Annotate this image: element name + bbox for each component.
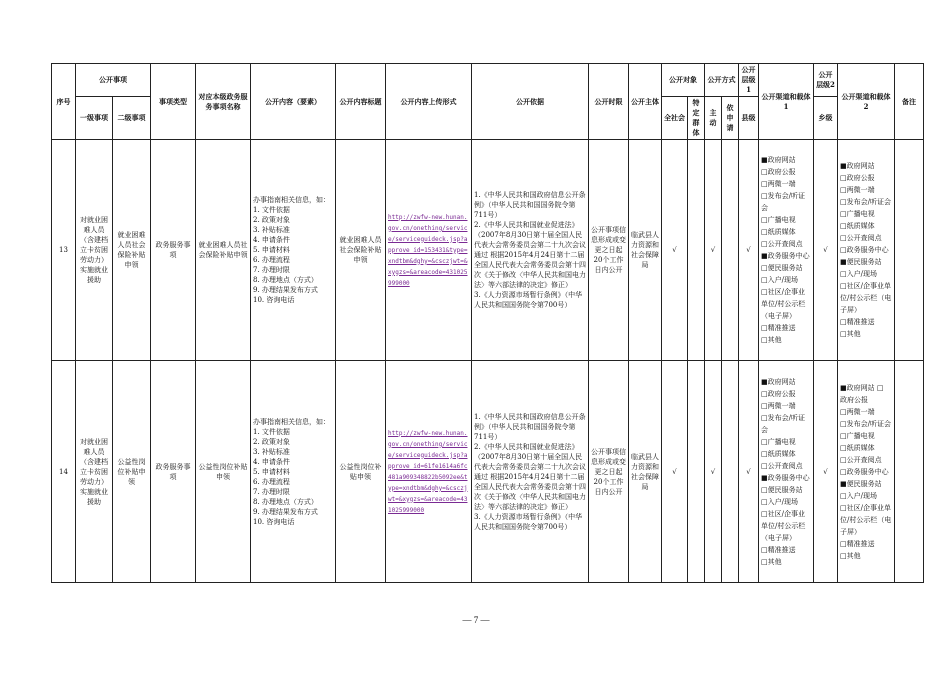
header-type: 事项类型 — [151, 64, 196, 140]
basis-item: 2.《中华人民共和国就业促进法》（2007年8月30日第十届全国人民代表大会常务委员会第二十九次会议通过 根据2015年4月24日第十二届全国人民代表大会常务委员会第十四次《关于修改〈中华人民共和国电力法〉等六部法律的决定》修正） — [474, 221, 586, 289]
basis-item: 2.《中华人民共和国就业促进法》（2007年8月30日第十届全国人民代表大会常务委员会第二十九次会议通过 根据2015年4月24日第十二届全国人民代表大会常务委员会第十四次《关于修改〈中华人民共和国电力法〉等六部法律的决定》修正） — [474, 442, 586, 511]
row-channel2 — [838, 361, 895, 583]
content-item: 8. 办理地点（方式） — [253, 276, 318, 284]
table-row — [52, 361, 924, 583]
row-remark — [895, 361, 924, 583]
row-subject: 临武县人力资源和社会保障局 — [629, 140, 662, 361]
header-subject: 公开主体 — [629, 64, 662, 140]
header-tier1-group: 公开层级1 — [739, 64, 759, 97]
channel-item: □其他 — [840, 551, 861, 560]
header-content: 公开内容（要素） — [251, 64, 336, 140]
header-tier2: 乡级 — [814, 97, 838, 140]
row-level2: 就业困难人员社会保险补贴申领 — [113, 140, 151, 361]
row-time: 公开事项信息形成或变更之日起20个工作日内公开 — [589, 361, 629, 583]
channel-item: □便民服务站 — [761, 485, 803, 494]
row-level1: 对就业困难人员（含建档立卡贫困劳动力）实施就业援助 — [76, 140, 113, 361]
row-method-active: √ — [705, 140, 722, 361]
basis-item: 3.《人力资源市场暂行条例》（中华人民共和国国务院令第700号） — [474, 291, 583, 309]
channel-item: □政务服务中心 — [840, 467, 889, 476]
page-number: — 7 — — [462, 615, 490, 625]
basis-item: 1.《中华人民共和国政府信息公开条例》（中华人民共和国国务院令第711号） — [474, 191, 586, 219]
channel-item: □公开查阅点 — [840, 234, 882, 242]
channel-item: □两微一端 — [840, 186, 875, 194]
header-basis: 公开依据 — [472, 64, 589, 140]
channel-item: □社区/企事业单位/村公示栏（电子屏） — [840, 503, 892, 536]
channel-item: □精准推送 — [840, 318, 875, 326]
table-row — [52, 140, 924, 361]
content-item: 1. 文件依据 — [253, 206, 290, 214]
row-seq: 13 — [52, 140, 76, 361]
channel-item: ■政府网站 — [761, 156, 796, 164]
row-target-all: √ — [662, 361, 688, 583]
channel-item: □社区/企事业单位/村公示栏（电子屏） — [840, 282, 892, 314]
row-channel2 — [838, 140, 895, 361]
content-item: 3. 补贴标准 — [253, 226, 290, 234]
header-remark: 备注 — [895, 64, 924, 140]
channel-item: □纸质媒体 — [761, 228, 796, 236]
channel-item: □社区/企事业单位/村公示栏（电子屏） — [761, 509, 806, 542]
header-seq: 序号 — [52, 64, 76, 140]
channel-item: □入户/现场 — [840, 270, 877, 278]
channel-item: □政府公报 — [761, 389, 796, 398]
header-time: 公开时限 — [589, 64, 629, 140]
channel-item: □发布会/听证会 — [761, 413, 805, 434]
row-basis — [472, 361, 589, 583]
channel-item: □广播电视 — [761, 216, 796, 224]
header-method-request: 依申请 — [722, 97, 739, 140]
channel-item: □纸质媒体 — [840, 443, 875, 452]
channel-item: ■政务服务中心 — [761, 473, 810, 482]
header-target-all: 全社会 — [662, 97, 688, 140]
content-item: 5. 申请材料 — [253, 246, 290, 254]
header-target-specific: 特定群体 — [688, 97, 705, 140]
content-item: 8. 办理地点（方式） — [253, 497, 318, 506]
content-intro: 办事指南相关信息，如： — [253, 196, 330, 204]
header-content-title: 公开内容标题 — [336, 64, 386, 140]
channel-item: □社区/企事业单位/村公示栏（电子屏） — [761, 288, 806, 320]
header-service: 对应本级政务服务事项名称 — [196, 64, 251, 140]
channel-item: □入户/现场 — [840, 491, 877, 500]
row-type: 政务服务事项 — [151, 140, 196, 361]
row-level2: 公益性岗位补贴申领 — [113, 361, 151, 583]
content-item: 4. 申请条件 — [253, 236, 290, 244]
row-target-specific — [688, 361, 705, 583]
upload-link[interactable]: http://zwfw-new.hunan.gov.cn/onething/service/serviceguideck.jsp?approve_id=61fe1614a6fc481a909348822b5092ee&type=xndtbm&dghy=&csczjwt=&xygzs=&areacode=431025999000 — [388, 429, 468, 514]
content-item: 9. 办理结果发布方式 — [253, 507, 318, 516]
row-tier1: √ — [739, 140, 759, 361]
content-item: 2. 政策对象 — [253, 216, 290, 224]
row-level1: 对就业困难人员（含建档立卡贫困劳动力）实施就业援助 — [76, 361, 113, 583]
channel-item: ■政府网站 — [840, 162, 875, 170]
basis-item: 3.《人力资源市场暂行条例》（中华人民共和国国务院令第700号） — [474, 512, 583, 531]
row-target-all: √ — [662, 140, 688, 361]
row-basis — [472, 140, 589, 361]
channel-item: □广播电视 — [840, 210, 875, 218]
row-target-specific — [688, 140, 705, 361]
row-service: 公益性岗位补贴申领 — [196, 361, 251, 583]
header-level1: 一级事项 — [76, 97, 113, 140]
row-method-request — [722, 140, 739, 361]
channel-item: □广播电视 — [840, 431, 875, 440]
row-channel1 — [759, 140, 814, 361]
row-tier2: √ — [814, 361, 838, 583]
channel-item: □两微一端 — [761, 180, 796, 188]
header-tier1: 县级 — [739, 97, 759, 140]
content-item: 10. 咨询电话 — [253, 296, 295, 304]
channel-item: ■政府网站 — [761, 377, 796, 386]
content-item: 2. 政策对象 — [253, 437, 290, 446]
row-tier2: √ — [814, 140, 838, 361]
header-items-group: 公开事项 — [76, 64, 151, 97]
row-remark — [895, 140, 924, 361]
row-service: 就业困难人员社会保险补贴申领 — [196, 140, 251, 361]
row-channel1 — [759, 361, 814, 583]
channel-item: □入户/现场 — [761, 497, 798, 506]
channel-item: □两微一端 — [761, 401, 796, 410]
channel-item: □其他 — [840, 330, 861, 338]
channel-item: □精准推送 — [840, 539, 875, 548]
header-channel1: 公开渠道和载体1 — [759, 64, 814, 140]
header-upload: 公开内容上传形式 — [386, 64, 472, 140]
channel-item: □政府公报 — [761, 168, 796, 176]
row-content-title: 公益性岗位补贴申领 — [336, 361, 386, 583]
header-target-group: 公开对象 — [662, 64, 705, 97]
row-content — [251, 140, 336, 361]
content-item: 5. 申请材料 — [253, 467, 290, 476]
disclosure-table — [51, 63, 924, 583]
content-item: 3. 补贴标准 — [253, 447, 290, 456]
content-item: 10. 咨询电话 — [253, 517, 295, 526]
channel-item: □公开查阅点 — [761, 240, 803, 248]
row-tier1: √ — [739, 361, 759, 583]
row-time: 公开事项信息形成或变更之日起20个工作日内公开 — [589, 140, 629, 361]
row-content — [251, 361, 336, 583]
channel-item: □发布会/听证会 — [840, 198, 891, 206]
channel-item: □两微一端 — [840, 407, 875, 416]
row-subject: 临武县人力资源和社会保障局 — [629, 361, 662, 583]
channel-item: ■政务服务中心 — [761, 252, 810, 260]
row-content-title: 就业困难人员社会保险补贴申领 — [336, 140, 386, 361]
row-type: 政务服务事项 — [151, 361, 196, 583]
content-item: 6. 办理流程 — [253, 477, 290, 486]
content-item: 6. 办理流程 — [253, 256, 290, 264]
channel-item: □其他 — [761, 336, 782, 344]
row-method-active: √ — [705, 361, 722, 583]
upload-link[interactable]: http://zwfw-new.hunan.gov.cn/onething/service/serviceguideck.jsp?approve_id=153431&type=xndtbm&dghy=&csczjwt=&xygzs=&areacode=431025999000 — [388, 213, 468, 287]
channel-item: □纸质媒体 — [761, 449, 796, 458]
channel-item: □精准推送 — [761, 545, 796, 554]
channel-item: □广播电视 — [761, 437, 796, 446]
channel-item: □其他 — [761, 557, 782, 566]
channel-item: □纸质媒体 — [840, 222, 875, 230]
table-header — [52, 64, 924, 140]
basis-item: 1.《中华人民共和国政府信息公开条例》（中华人民共和国国务院令第711号） — [474, 412, 586, 441]
channel-item: ■便民服务站 — [840, 258, 882, 266]
channel-item: □公开查阅点 — [840, 455, 882, 464]
content-item: 1. 文件依据 — [253, 427, 290, 436]
row-seq: 14 — [52, 361, 76, 583]
content-intro: 办事指南相关信息，如： — [253, 417, 330, 426]
header-channel2: 公开渠道和载体2 — [838, 64, 895, 140]
channel-item: □入户/现场 — [761, 276, 798, 284]
channel-item: ■政府网站 □ — [840, 383, 884, 392]
header-method-active: 主动 — [705, 97, 722, 140]
channel-item: □便民服务站 — [761, 264, 803, 272]
channel-item: □精准推送 — [761, 324, 796, 332]
row-method-request — [722, 361, 739, 583]
channel-item: ■便民服务站 — [840, 479, 882, 488]
content-item: 9. 办理结果发布方式 — [253, 286, 318, 294]
content-item: 7. 办理时限 — [253, 487, 290, 496]
channel-item: □发布会/听证会 — [840, 419, 891, 428]
header-method-group: 公开方式 — [705, 64, 739, 97]
channel-item: □公开查阅点 — [761, 461, 803, 470]
channel-item: □政务服务中心 — [840, 246, 889, 254]
header-level2: 二级事项 — [113, 97, 151, 140]
header-tier2-group: 公开层级2 — [814, 64, 838, 97]
content-item: 7. 办理时限 — [253, 266, 290, 274]
channel-item: □政府公报 — [840, 174, 875, 182]
channel-item: □发布会/听证会 — [761, 192, 805, 212]
channel-item: 政府公报 — [840, 395, 868, 404]
content-item: 4. 申请条件 — [253, 457, 290, 466]
